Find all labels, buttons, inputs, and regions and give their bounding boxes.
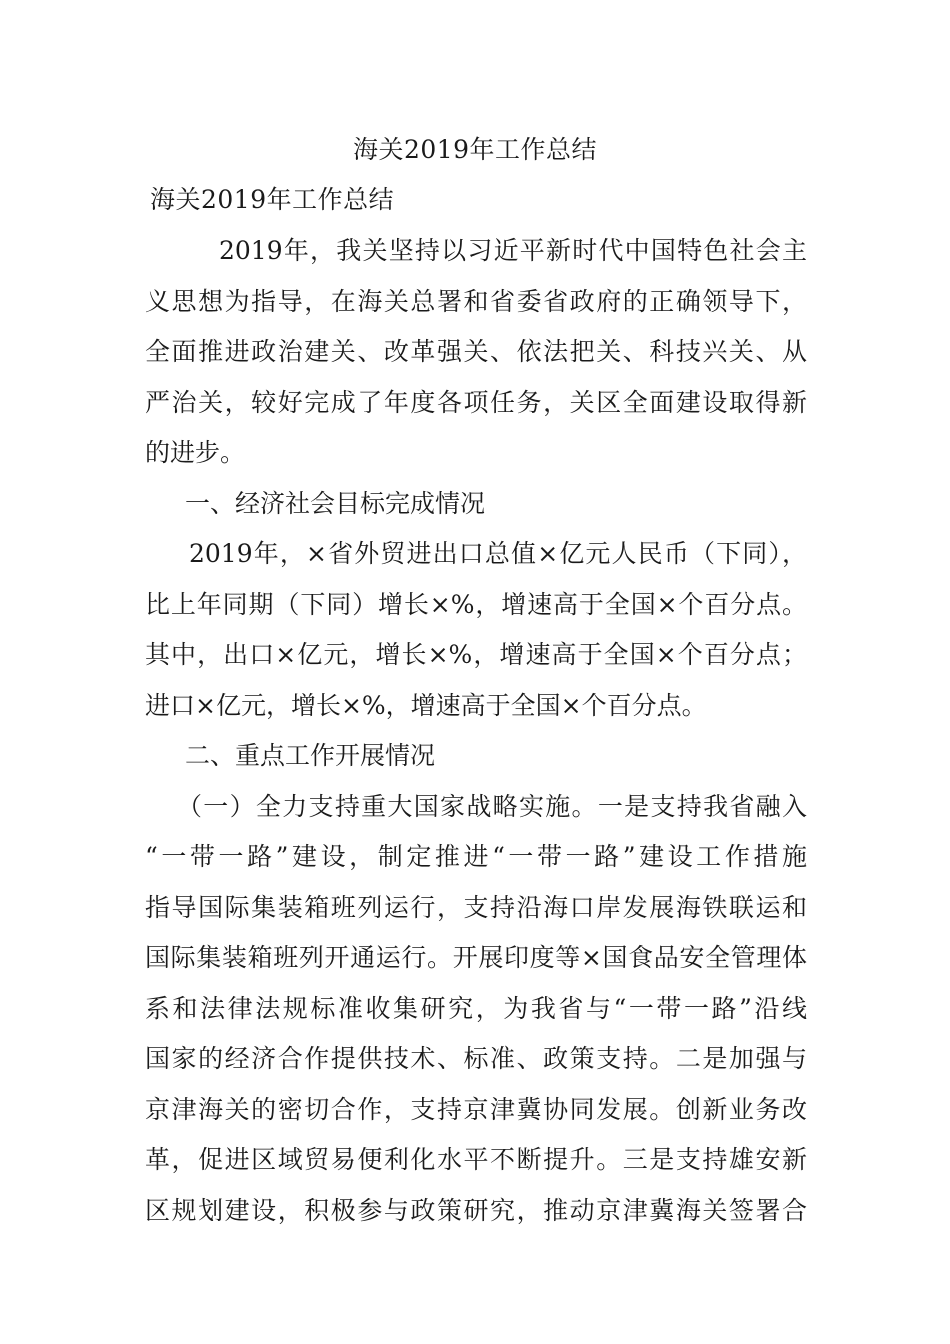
paragraph-line: 义思想为指导，在海关总署和省委省政府的正确领导下， xyxy=(145,286,807,316)
paragraph-line: 进口×亿元，增长×%，增速高于全国×个百分点。 xyxy=(145,690,707,720)
paragraph-line: （一）全力支持重大国家战略实施。一是支持我省融入 xyxy=(177,791,807,821)
paragraph-line: 2019年，我关坚持以习近平新时代中国特色社会主 xyxy=(219,236,807,265)
document-subtitle: 海关2019年工作总结 xyxy=(150,185,395,214)
paragraph-line: 2019年，×省外贸进出口总值×亿元人民币（下同）， xyxy=(189,539,807,568)
paragraph-line: 比上年同期（下同）增长×%，增速高于全国×个百分点。 xyxy=(145,589,807,619)
section-heading: 二、重点工作开展情况 xyxy=(185,741,436,770)
paragraph-line: 区规划建设，积极参与政策研究，推动京津冀海关签署合 xyxy=(145,1195,807,1225)
paragraph-line: 的进步。 xyxy=(145,438,246,467)
paragraph-line: 指导国际集装箱班列运行，支持沿海口岸发展海铁联运和 xyxy=(145,892,807,922)
document-body xyxy=(145,226,807,1236)
paragraph-line: 其中，出口×亿元，增长×%，增速高于全国×个百分点； xyxy=(145,640,807,669)
paragraph-line: 严治关，较好完成了年度各项任务，关区全面建设取得新 xyxy=(145,387,807,417)
paragraph-line: “一带一路”建设，制定推进“一带一路”建设工作措施 xyxy=(145,842,807,871)
paragraph-line: 革，促进区域贸易便利化水平不断提升。三是支持雄安新 xyxy=(145,1145,807,1174)
paragraph-line: 全面推进政治建关、改革强关、依法把关、科技兴关、从 xyxy=(145,337,807,366)
document-title: 海关2019年工作总结 xyxy=(352,135,598,164)
paragraph-line: 国际集装箱班列开通运行。开展印度等×国食品安全管理体 xyxy=(145,943,807,972)
paragraph-line: 京津海关的密切合作，支持京津冀协同发展。创新业务改 xyxy=(145,1094,807,1124)
paragraph-line: 系和法律法规标准收集研究，为我省与“一带一路”沿线 xyxy=(145,993,807,1023)
paragraph-line: 国家的经济合作提供技术、标准、政策支持。二是加强与 xyxy=(145,1044,807,1073)
section-heading: 一、经济社会目标完成情况 xyxy=(185,488,486,518)
